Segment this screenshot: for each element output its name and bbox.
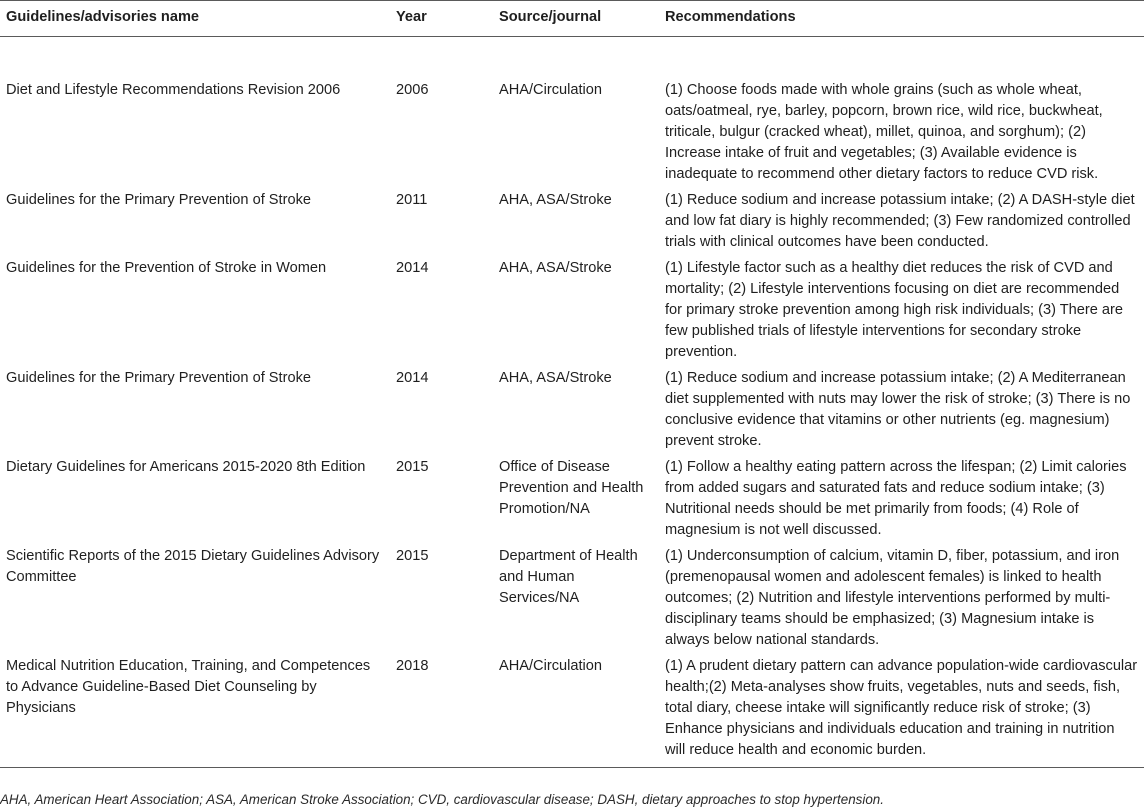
table-row	[0, 189, 1144, 257]
cell-recommendations: (1) Underconsumption of calcium, vitamin D, fiber, potassium, and iron (premenopausal women and adolescent females) is linked to health outcomes; (2) Nutrition and lifestyle interventions performed by multi-disciplinary teams should be emphasized; (3) Magnesium intake is always below national standards.	[665, 548, 1120, 648]
cell-year: 2011	[396, 192, 428, 208]
cell-recommendations: (1) Follow a healthy eating pattern across the lifespan; (2) Limit calories from added sugars and saturated fats and reduce sodium intake; (3) Nutritional needs should be met primarily from foods; (4) Role of magnesium is not well discussed.	[665, 459, 1127, 538]
cell-source: AHA/Circulation	[493, 655, 659, 768]
table-row	[0, 367, 1144, 456]
cell-guideline-name: Diet and Lifestyle Recommendations Revision 2006	[6, 82, 341, 98]
table-row	[0, 545, 1144, 655]
table-footnote: AHA, American Heart Association; ASA, American Stroke Association; CVD, cardiovascular disease; DASH, dietary approaches to stop hypertension.	[0, 792, 884, 807]
table-spacer-row	[0, 37, 1144, 80]
cell-source: AHA, ASA/Stroke	[499, 260, 612, 276]
cell-year: 2015	[396, 459, 429, 475]
cell-year: 2018	[390, 655, 493, 768]
table-row	[0, 79, 1144, 189]
cell-guideline-name: Guidelines for the Primary Prevention of Stroke	[6, 370, 311, 386]
cell-source: AHA, ASA/Stroke	[499, 370, 612, 386]
table-row	[0, 655, 1144, 768]
cell-year: 2014	[396, 370, 429, 386]
cell-source: AHA, ASA/Stroke	[499, 192, 612, 208]
cell-source: AHA/Circulation	[499, 82, 603, 98]
cell-recommendations: (1) Reduce sodium and increase potassium intake; (2) A DASH-style diet and low fat diary is highly recommended; (3) Few randomized controlled trials with clinical outcomes have been conducted.	[665, 192, 1135, 250]
header-year: Year	[390, 1, 493, 37]
cell-recommendations: (1) A prudent dietary pattern can advance population-wide cardiovascular health;(2) Meta-analyses show fruits, vegetables, nuts and seeds, fish, total diary, cheese intake will significantly reduce risk of stroke; (3) Enhance physicians and individuals education and training in nutrition will reduce health and economic burden.	[659, 655, 1144, 768]
table-row	[0, 257, 1144, 367]
cell-guideline-name: Dietary Guidelines for Americans 2015-2020 8th Edition	[6, 459, 366, 475]
cell-year: 2015	[396, 548, 429, 564]
table-header-row	[0, 1, 1144, 37]
header-source-journal: Source/journal	[493, 1, 659, 37]
cell-source: Office of Disease Prevention and Health Promotion/NA	[499, 459, 644, 517]
header-recommendations: Recommendations	[659, 1, 1144, 37]
cell-source: Department of Health and Human Services/NA	[499, 548, 638, 606]
table-row	[0, 456, 1144, 545]
cell-guideline-name: Guidelines for the Prevention of Stroke in Women	[6, 260, 327, 276]
header-guidelines-name: Guidelines/advisories name	[0, 1, 390, 37]
cell-recommendations: (1) Choose foods made with whole grains (such as whole wheat, oats/oatmeal, rye, barley, popcorn, brown rice, wild rice, buckwheat, triticale, bulgur (cracked wheat), millet, quinoa, and sorghum); (2) Increase intake of fruit and vegetables; (3) Available evidence is inadequate to recommend other dietary factors to reduce CVD risk.	[665, 82, 1103, 182]
cell-guideline-name: Guidelines for the Primary Prevention of Stroke	[6, 192, 311, 208]
cell-recommendations: (1) Lifestyle factor such as a healthy diet reduces the risk of CVD and mortality; (2) Lifestyle interventions focusing on diet are recommended for primary stroke prevention among high risk individuals; (3) There are few published trials of lifestyle interventions for secondary stroke prevention.	[665, 260, 1124, 360]
cell-year: 2006	[396, 82, 429, 98]
cell-year: 2014	[396, 260, 429, 276]
cell-guideline-name: Scientific Reports of the 2015 Dietary Guidelines Advisory Committee	[6, 548, 380, 585]
cell-recommendations: (1) Reduce sodium and increase potassium intake; (2) A Mediterranean diet supplemented with nuts may lower the risk of stroke; (3) There is no conclusive evidence that vitamins or other nutrients (eg. magnesium) prevent stroke.	[665, 370, 1131, 449]
cell-guideline-name: Medical Nutrition Education, Training, and Competences to Advance Guideline-Based Diet Counseling by Physicians	[0, 655, 390, 768]
